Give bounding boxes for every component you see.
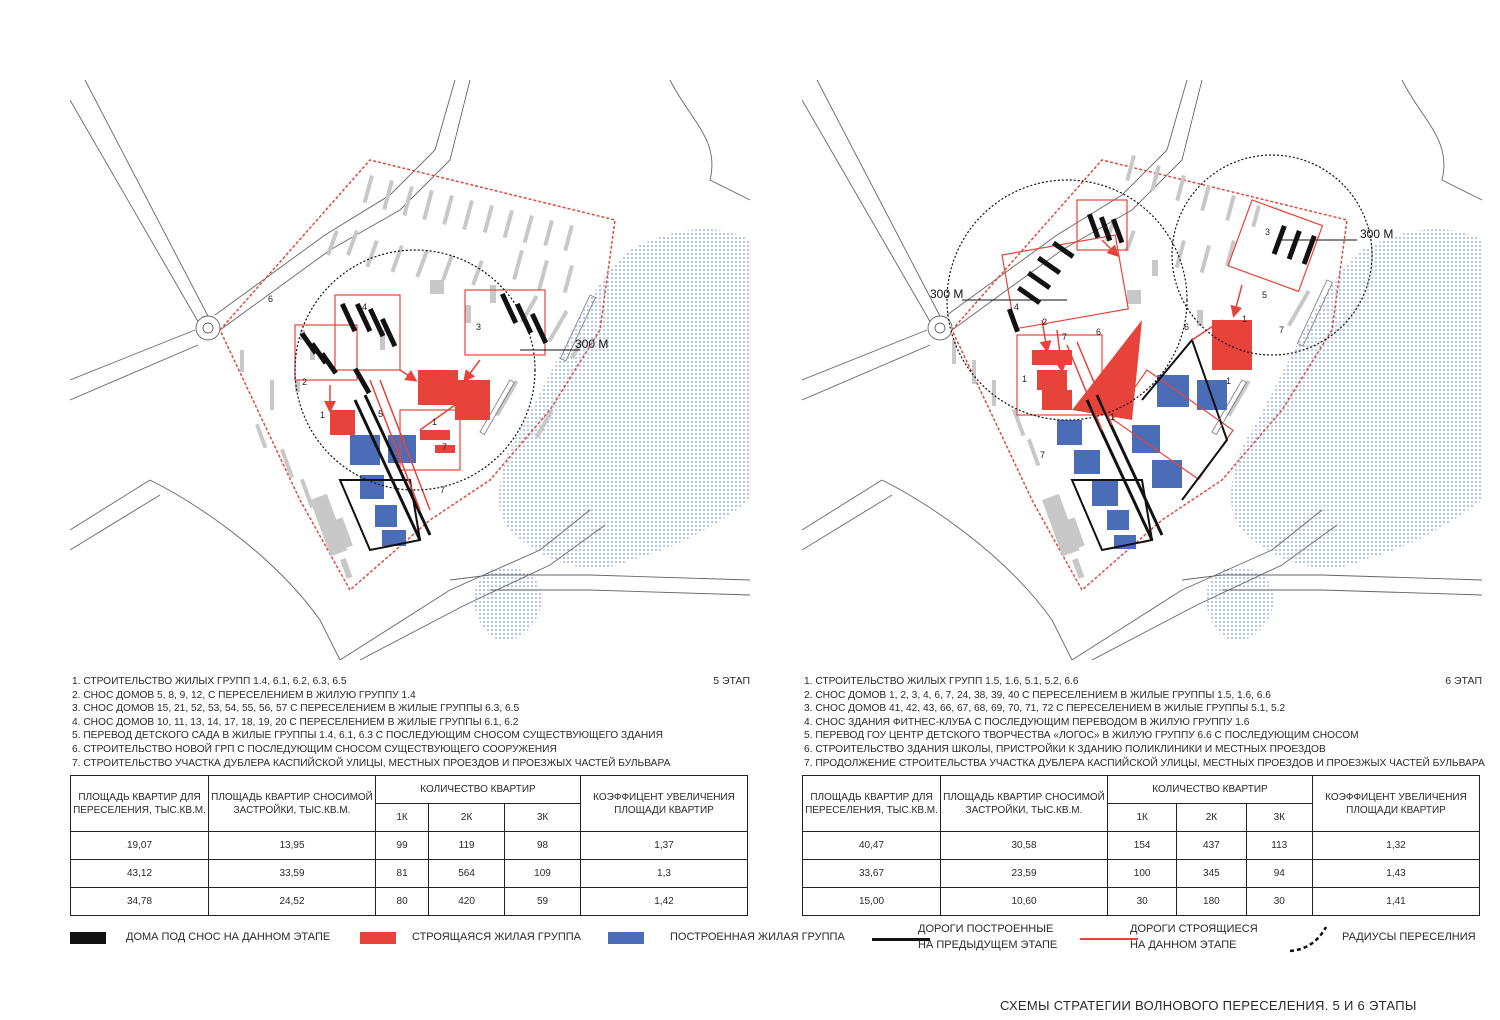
- stage5-notes: [72, 675, 752, 770]
- group-label: 2: [302, 377, 308, 387]
- header-count: КОЛИЧЕСТВО КВАРТИР: [376, 776, 581, 804]
- water-area: [499, 229, 750, 568]
- header-2k: 2К: [1177, 804, 1246, 832]
- note-item: 2. СНОС ДОМОВ 1, 2, 3, 4, 6, 7, 24, 38, 39, 40 С ПЕРЕСЕЛЕНИЕМ В ЖИЛЫЕ ГРУППЫ 1.5, 1.6, 6.6: [804, 689, 1271, 701]
- legend-label-roads-new-2: НА ДАННОМ ЭТАПЕ: [1130, 939, 1237, 951]
- group-label: 6: [1184, 322, 1190, 332]
- table-cell: 13,95: [209, 832, 376, 860]
- table-cell: 80: [376, 888, 429, 916]
- stage5-map: [70, 80, 750, 660]
- table-cell: 30: [1246, 888, 1312, 916]
- group-label: 6: [268, 294, 274, 304]
- note-item: 4. СНОС ЗДАНИЯ ФИТНЕС-КЛУБА С ПОСЛЕДУЮЩИМ ПЕРЕВОДОМ В ЖИЛУЮ ГРУППУ 1.6: [804, 716, 1250, 728]
- note-item: 3. СНОС ДОМОВ 15, 21, 52, 53, 54, 55, 56, 57 С ПЕРЕСЕЛЕНИЕМ В ЖИЛЫЕ ГРУППЫ 6.3, 6.5: [72, 703, 520, 715]
- table-cell: 437: [1177, 832, 1246, 860]
- group-label: 3: [476, 322, 482, 332]
- note-item: 6. СТРОИТЕЛЬСТВО ЗДАНИЯ ШКОЛЫ, ПРИСТРОЙКИ К ЗДАНИЮ ПОЛИКЛИНИКИ И МЕСТНЫХ ПРОЕЗДОВ: [804, 743, 1326, 755]
- table-cell: 109: [505, 860, 581, 888]
- note-item: 1. СТРОИТЕЛЬСТВО ЖИЛЫХ ГРУПП 1.4, 6.1, 6.2, 6.3, 6.5: [72, 676, 347, 687]
- note-item: 6. СТРОИТЕЛЬСТВО НОВОЙ ГРП С ПОСЛЕДУЮЩИМ СНОСОМ СУЩЕСТВУЮЩЕГО СООРУЖЕНИЯ: [72, 743, 557, 755]
- radius-label: 300 М: [575, 337, 609, 351]
- stage-label: 5 ЭТАП: [713, 675, 750, 687]
- note-item: 1. СТРОИТЕЛЬСТВО ЖИЛЫХ ГРУПП 1.5, 1.6, 5.1, 5.2, 6.6: [804, 676, 1079, 687]
- group-label: 7: [1279, 325, 1285, 335]
- group-label: 3: [1265, 227, 1271, 237]
- table-cell: 1,32: [1313, 832, 1480, 860]
- legend-swatch-demolish: [70, 932, 106, 944]
- group-label: 7: [442, 442, 448, 452]
- stage-label: 6 ЭТАП: [1445, 675, 1482, 687]
- table-cell: 1,43: [1313, 860, 1480, 888]
- header-area-new: ПЛОЩАДЬ КВАРТИР ДЛЯ ПЕРЕСЕЛЕНИЯ, ТЫС.КВ.М.: [803, 776, 941, 832]
- table-row: [803, 832, 1480, 860]
- stage6-map: [802, 80, 1482, 660]
- table-cell: 81: [376, 860, 429, 888]
- header-2k: 2К: [429, 804, 505, 832]
- table-cell: 1,42: [581, 888, 748, 916]
- table-cell: 98: [505, 832, 581, 860]
- group-label: 1: [1022, 374, 1028, 384]
- table-cell: 30: [1108, 888, 1177, 916]
- table-cell: 113: [1246, 832, 1312, 860]
- note-item: 5. ПЕРЕВОД ДЕТСКОГО САДА В ЖИЛЫЕ ГРУППЫ 1.4, 6.1, 6.3 С ПОСЛЕДУЮЩИМ СНОСОМ СУЩЕСТВУЮЩЕГО ЗДАНИЯ: [72, 730, 663, 742]
- note-item: 5. ПЕРЕВОД ГОУ ЦЕНТР ДЕТСКОГО ТВОРЧЕСТВА «ЛОГОС» В ЖИЛУЮ ГРУППУ 6.6 С ПОСЛЕДУЮЩИМ СНОСОМ: [804, 730, 1359, 742]
- legend-label-radius: РАДИУСЫ ПЕРЕСЕЛНИЯ: [1342, 931, 1476, 943]
- group-label: 5: [1262, 290, 1268, 300]
- table-cell: 1,3: [581, 860, 748, 888]
- legend-swatch-built: [608, 932, 644, 944]
- header-3k: 3К: [1246, 804, 1312, 832]
- table-cell: 180: [1177, 888, 1246, 916]
- table-cell: 23,59: [941, 860, 1108, 888]
- table-row: [71, 832, 748, 860]
- note-item: 3. СНОС ДОМОВ 41, 42, 43, 66, 67, 68, 69, 70, 71, 72 С ПЕРЕСЕЛЕНИЕМ В ЖИЛЫЕ ГРУППЫ 5.1, 5.2: [804, 703, 1286, 715]
- table-row: [71, 860, 748, 888]
- header-1k: 1К: [376, 804, 429, 832]
- group-label: 4: [362, 302, 368, 312]
- group-label: 1: [320, 410, 326, 420]
- table-cell: 33,59: [209, 860, 376, 888]
- table-cell: 33,67: [803, 860, 941, 888]
- header-count: КОЛИЧЕСТВО КВАРТИР: [1108, 776, 1313, 804]
- table-cell: 30,58: [941, 832, 1108, 860]
- group-label: 7: [440, 485, 446, 495]
- table-cell: 94: [1246, 860, 1312, 888]
- group-label: 5: [378, 409, 384, 419]
- table-row: [803, 888, 1480, 916]
- table-cell: 345: [1177, 860, 1246, 888]
- legend-swatch-construct: [360, 932, 396, 944]
- group-label: 6: [1096, 327, 1102, 337]
- legend-label-roads-built-2: НА ПРЕДЫДУЩЕМ ЭТАПЕ: [918, 939, 1058, 951]
- stage6-table: [802, 775, 1480, 916]
- radius-label-left: 300 М: [930, 287, 964, 301]
- header-area-demo: ПЛОЩАДЬ КВАРТИР СНОСИМОЙ ЗАСТРОЙКИ, ТЫС.КВ.М.: [209, 776, 376, 832]
- header-1k: 1К: [1108, 804, 1177, 832]
- stage5-table: [70, 775, 748, 916]
- group-label: 1: [1242, 314, 1248, 324]
- built-groups: [350, 435, 416, 546]
- group-label: 1: [1226, 376, 1232, 386]
- table-cell: 34,78: [71, 888, 209, 916]
- table-row: [71, 888, 748, 916]
- table-cell: 10,60: [941, 888, 1108, 916]
- group-label: 1: [1110, 412, 1116, 422]
- note-item: 2. СНОС ДОМОВ 5, 8, 9, 12, С ПЕРЕСЕЛЕНИЕМ В ЖИЛУЮ ГРУППУ 1.4: [72, 689, 416, 701]
- legend-label-built: ПОСТРОЕННАЯ ЖИЛАЯ ГРУППА: [670, 931, 845, 943]
- table-cell: 420: [429, 888, 505, 916]
- table-cell: 15,00: [803, 888, 941, 916]
- water-area: [1206, 567, 1274, 640]
- radius-arc-icon: [1286, 923, 1336, 955]
- table-cell: 40,47: [803, 832, 941, 860]
- table-cell: 1,41: [1313, 888, 1480, 916]
- water-area: [474, 567, 542, 640]
- header-3k: 3К: [505, 804, 581, 832]
- legend: [70, 925, 1490, 965]
- table-cell: 119: [429, 832, 505, 860]
- table-cell: 24,52: [209, 888, 376, 916]
- page-title: СХЕМЫ СТРАТЕГИИ ВОЛНОВОГО ПЕРЕСЕЛЕНИЯ. 5 И 6 ЭТАПЫ: [1000, 998, 1417, 1013]
- note-item: 7. СТРОИТЕЛЬСТВО УЧАСТКА ДУБЛЕРА КАСПИЙСКОЙ УЛИЦЫ, МЕСТНЫХ ПРОЕЗДОВ И ПРОЕЗЖЫХ ЧАСТЕЙ БУЛЬВАРА: [72, 757, 671, 769]
- radius-label-right: 300 М: [1360, 227, 1394, 241]
- header-coef: КОЭФФИЦЕНТ УВЕЛИЧЕНИЯ ПЛОЩАДИ КВАРТИР: [1313, 776, 1480, 832]
- legend-label-demolish: ДОМА ПОД СНОС НА ДАННОМ ЭТАПЕ: [126, 931, 331, 943]
- table-cell: 564: [429, 860, 505, 888]
- demolish-buildings: [1007, 213, 1317, 332]
- table-row: [803, 860, 1480, 888]
- group-label: 4: [1014, 302, 1020, 312]
- table-cell: 19,07: [71, 832, 209, 860]
- group-label: 7: [1040, 450, 1046, 460]
- table-cell: 59: [505, 888, 581, 916]
- group-label: 1: [432, 417, 438, 427]
- table-cell: 43,12: [71, 860, 209, 888]
- table-cell: 154: [1108, 832, 1177, 860]
- header-area-demo: ПЛОЩАДЬ КВАРТИР СНОСИМОЙ ЗАСТРОЙКИ, ТЫС.КВ.М.: [941, 776, 1108, 832]
- group-label: 2: [1042, 317, 1048, 327]
- legend-label-roads-new-1: ДОРОГИ СТРОЯЩИЕСЯ: [1130, 923, 1258, 935]
- legend-label-construct: СТРОЯЩАЯСЯ ЖИЛАЯ ГРУППА: [412, 931, 581, 943]
- table-cell: 1,37: [581, 832, 748, 860]
- header-coef: КОЭФФИЦЕНТ УВЕЛИЧЕНИЯ ПЛОЩАДИ КВАРТИР: [581, 776, 748, 832]
- note-item: 7. ПРОДОЛЖЕНИЕ СТРОИТЕЛЬСТВА УЧАСТКА ДУБЛЕРА КАСПИЙСКОЙ УЛИЦЫ, МЕСТНЫХ ПРОЕЗДОВ И ПРОЕЗЖЫХ ЧАСТЕЙ БУЛЬВАРА: [804, 757, 1485, 769]
- legend-label-roads-built-1: ДОРОГИ ПОСТРОЕННЫЕ: [918, 923, 1054, 935]
- table-cell: 100: [1108, 860, 1177, 888]
- table-cell: 99: [376, 832, 429, 860]
- group-label: 7: [1062, 332, 1068, 342]
- water-area: [1231, 229, 1482, 568]
- note-item: 4. СНОС ДОМОВ 10, 11, 13, 14, 17, 18, 19, 20 С ПЕРЕСЕЛЕНИЕМ В ЖИЛЫЕ ГРУППЫ 6.1, 6.2: [72, 716, 519, 728]
- roundabout: [196, 316, 220, 340]
- header-area-new: ПЛОЩАДЬ КВАРТИР ДЛЯ ПЕРЕСЕЛЕНИЯ, ТЫС.КВ.М.: [71, 776, 209, 832]
- stage6-notes: [804, 675, 1484, 770]
